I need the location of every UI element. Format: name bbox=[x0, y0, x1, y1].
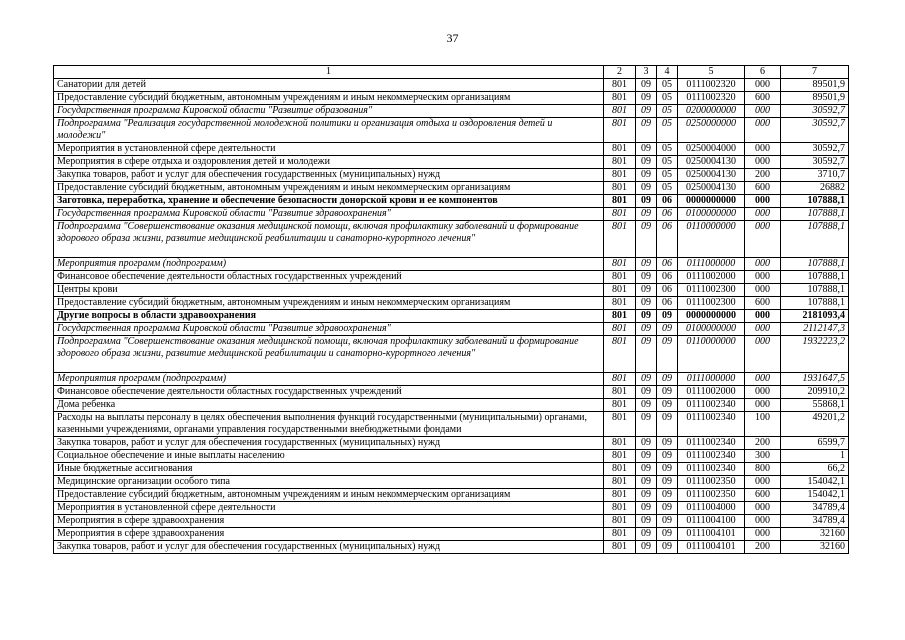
row-code-5-cell: 0111004101 bbox=[678, 528, 745, 541]
row-amount-cell: 2181093,4 bbox=[781, 310, 849, 323]
row-code-4-cell: 06 bbox=[657, 258, 678, 271]
row-code-5-cell: 0000000000 bbox=[678, 310, 745, 323]
row-amount-cell: 34789,4 bbox=[781, 515, 849, 528]
row-amount-cell: 107888,1 bbox=[781, 297, 849, 310]
row-code-2-cell: 801 bbox=[604, 195, 636, 208]
row-code-6-cell: 000 bbox=[745, 476, 781, 489]
row-code-5-cell: 0111002340 bbox=[678, 450, 745, 463]
row-code-4-cell: 06 bbox=[657, 271, 678, 284]
row-amount-cell: 154042,1 bbox=[781, 476, 849, 489]
table-row bbox=[54, 323, 849, 336]
row-name-cell: Иные бюджетные ассигнования bbox=[54, 463, 604, 476]
table-row bbox=[54, 156, 849, 169]
table-row bbox=[54, 221, 849, 258]
row-code-4-cell: 05 bbox=[657, 143, 678, 156]
row-code-2-cell: 801 bbox=[604, 399, 636, 412]
row-code-6-cell: 000 bbox=[745, 515, 781, 528]
row-amount-cell: 209910,2 bbox=[781, 386, 849, 399]
row-name-cell: Предоставление субсидий бюджетным, автономным учреждениям и иным некоммерческим организациям bbox=[54, 182, 604, 195]
row-amount-cell: 66,2 bbox=[781, 463, 849, 476]
table-row bbox=[54, 476, 849, 489]
row-name-cell: Мероприятия в сфере здравоохранения bbox=[54, 528, 604, 541]
row-name-cell: Закупка товаров, работ и услуг для обеспечения государственных (муниципальных) нужд bbox=[54, 437, 604, 450]
row-code-5-cell: 0250004130 bbox=[678, 169, 745, 182]
row-code-5-cell: 0000000000 bbox=[678, 195, 745, 208]
table-row bbox=[54, 208, 849, 221]
row-name-cell: Заготовка, переработка, хранение и обеспечение безопасности донорской крови и ее компонентов bbox=[54, 195, 604, 208]
header-cell-6: 6 bbox=[745, 66, 781, 79]
row-code-2-cell: 801 bbox=[604, 156, 636, 169]
table-row bbox=[54, 437, 849, 450]
row-code-5-cell: 0111004101 bbox=[678, 541, 745, 554]
row-code-3-cell: 09 bbox=[636, 284, 657, 297]
row-code-6-cell: 000 bbox=[745, 156, 781, 169]
row-amount-cell: 107888,1 bbox=[781, 271, 849, 284]
row-amount-cell: 55868,1 bbox=[781, 399, 849, 412]
row-code-4-cell: 09 bbox=[657, 412, 678, 437]
row-code-6-cell: 100 bbox=[745, 412, 781, 437]
row-code-5-cell: 0111002000 bbox=[678, 271, 745, 284]
row-code-4-cell: 09 bbox=[657, 528, 678, 541]
row-code-3-cell: 09 bbox=[636, 528, 657, 541]
row-code-3-cell: 09 bbox=[636, 271, 657, 284]
row-code-3-cell: 09 bbox=[636, 143, 657, 156]
header-cell-2: 2 bbox=[604, 66, 636, 79]
row-code-4-cell: 06 bbox=[657, 195, 678, 208]
row-code-5-cell: 0111002340 bbox=[678, 399, 745, 412]
row-code-3-cell: 09 bbox=[636, 412, 657, 437]
row-code-4-cell: 09 bbox=[657, 463, 678, 476]
row-code-2-cell: 801 bbox=[604, 515, 636, 528]
table-row bbox=[54, 412, 849, 437]
row-code-4-cell: 09 bbox=[657, 336, 678, 373]
row-name-cell: Мероприятия в установленной сфере деятельности bbox=[54, 502, 604, 515]
row-name-cell: Другие вопросы в области здравоохранения bbox=[54, 310, 604, 323]
table-body bbox=[54, 66, 849, 554]
row-amount-cell: 107888,1 bbox=[781, 208, 849, 221]
row-amount-cell: 49201,2 bbox=[781, 412, 849, 437]
row-code-2-cell: 801 bbox=[604, 310, 636, 323]
row-code-4-cell: 09 bbox=[657, 476, 678, 489]
row-code-6-cell: 600 bbox=[745, 92, 781, 105]
row-code-6-cell: 300 bbox=[745, 450, 781, 463]
row-code-6-cell: 800 bbox=[745, 463, 781, 476]
row-code-5-cell: 0111004100 bbox=[678, 515, 745, 528]
row-code-5-cell: 0110000000 bbox=[678, 336, 745, 373]
row-code-5-cell: 0111002300 bbox=[678, 284, 745, 297]
row-code-4-cell: 06 bbox=[657, 208, 678, 221]
row-code-5-cell: 0111002000 bbox=[678, 386, 745, 399]
row-amount-cell: 1932223,2 bbox=[781, 336, 849, 373]
row-amount-cell: 32160 bbox=[781, 528, 849, 541]
row-code-2-cell: 801 bbox=[604, 502, 636, 515]
row-code-5-cell: 0200000000 bbox=[678, 105, 745, 118]
row-code-4-cell: 09 bbox=[657, 310, 678, 323]
row-code-3-cell: 09 bbox=[636, 258, 657, 271]
table-row bbox=[54, 297, 849, 310]
row-name-cell: Расходы на выплаты персоналу в целях обеспечения выполнения функций государственными (муниципальными) органами, казенными учреждениями, органами управления государственными внебюджетными фондами bbox=[54, 412, 604, 437]
row-code-4-cell: 09 bbox=[657, 399, 678, 412]
row-name-cell: Предоставление субсидий бюджетным, автономным учреждениям и иным некоммерческим организациям bbox=[54, 489, 604, 502]
row-name-cell: Предоставление субсидий бюджетным, автономным учреждениям и иным некоммерческим организациям bbox=[54, 92, 604, 105]
row-amount-cell: 154042,1 bbox=[781, 489, 849, 502]
table-row bbox=[54, 79, 849, 92]
row-amount-cell: 30592,7 bbox=[781, 118, 849, 143]
table-row bbox=[54, 528, 849, 541]
table-row bbox=[54, 399, 849, 412]
row-name-cell: Мероприятия программ (подпрограмм) bbox=[54, 373, 604, 386]
row-code-2-cell: 801 bbox=[604, 463, 636, 476]
table-row bbox=[54, 450, 849, 463]
row-code-4-cell: 09 bbox=[657, 489, 678, 502]
row-code-6-cell: 000 bbox=[745, 502, 781, 515]
row-code-4-cell: 05 bbox=[657, 105, 678, 118]
table-row bbox=[54, 463, 849, 476]
row-code-2-cell: 801 bbox=[604, 258, 636, 271]
row-amount-cell: 107888,1 bbox=[781, 221, 849, 258]
row-code-6-cell: 000 bbox=[745, 195, 781, 208]
row-code-3-cell: 09 bbox=[636, 323, 657, 336]
row-code-6-cell: 000 bbox=[745, 221, 781, 258]
table-row bbox=[54, 541, 849, 554]
row-code-6-cell: 600 bbox=[745, 297, 781, 310]
row-name-cell: Финансовое обеспечение деятельности областных государственных учреждений bbox=[54, 271, 604, 284]
row-code-2-cell: 801 bbox=[604, 143, 636, 156]
row-code-6-cell: 000 bbox=[745, 208, 781, 221]
row-code-4-cell: 09 bbox=[657, 323, 678, 336]
row-amount-cell: 6599,7 bbox=[781, 437, 849, 450]
row-code-5-cell: 0250004000 bbox=[678, 143, 745, 156]
row-code-2-cell: 801 bbox=[604, 284, 636, 297]
row-code-6-cell: 000 bbox=[745, 118, 781, 143]
table-row bbox=[54, 515, 849, 528]
row-name-cell: Дома ребенка bbox=[54, 399, 604, 412]
row-code-6-cell: 000 bbox=[745, 528, 781, 541]
row-code-2-cell: 801 bbox=[604, 271, 636, 284]
row-code-5-cell: 0111002340 bbox=[678, 437, 745, 450]
row-code-6-cell: 000 bbox=[745, 271, 781, 284]
row-name-cell: Мероприятия в установленной сфере деятельности bbox=[54, 143, 604, 156]
row-code-5-cell: 0250004130 bbox=[678, 156, 745, 169]
row-name-cell: Закупка товаров, работ и услуг для обеспечения государственных (муниципальных) нужд bbox=[54, 541, 604, 554]
row-code-2-cell: 801 bbox=[604, 169, 636, 182]
row-code-3-cell: 09 bbox=[636, 489, 657, 502]
row-code-6-cell: 000 bbox=[745, 143, 781, 156]
row-amount-cell: 26882 bbox=[781, 182, 849, 195]
row-code-2-cell: 801 bbox=[604, 208, 636, 221]
row-code-6-cell: 200 bbox=[745, 169, 781, 182]
row-code-3-cell: 09 bbox=[636, 105, 657, 118]
row-code-2-cell: 801 bbox=[604, 297, 636, 310]
row-code-6-cell: 000 bbox=[745, 399, 781, 412]
row-code-6-cell: 000 bbox=[745, 373, 781, 386]
row-code-5-cell: 0100000000 bbox=[678, 323, 745, 336]
header-cell-4: 4 bbox=[657, 66, 678, 79]
table-row bbox=[54, 310, 849, 323]
row-name-cell: Государственная программа Кировской области "Развитие здравоохранения" bbox=[54, 323, 604, 336]
row-amount-cell: 107888,1 bbox=[781, 284, 849, 297]
row-code-3-cell: 09 bbox=[636, 221, 657, 258]
row-name-cell: Государственная программа Кировской области "Развитие здравоохранения" bbox=[54, 208, 604, 221]
row-amount-cell: 107888,1 bbox=[781, 195, 849, 208]
row-code-3-cell: 09 bbox=[636, 156, 657, 169]
row-code-2-cell: 801 bbox=[604, 412, 636, 437]
table-row bbox=[54, 105, 849, 118]
row-code-3-cell: 09 bbox=[636, 297, 657, 310]
row-code-4-cell: 05 bbox=[657, 169, 678, 182]
row-code-2-cell: 801 bbox=[604, 373, 636, 386]
table-row bbox=[54, 118, 849, 143]
table-row bbox=[54, 182, 849, 195]
row-code-3-cell: 09 bbox=[636, 310, 657, 323]
table-row bbox=[54, 143, 849, 156]
row-code-5-cell: 0111002340 bbox=[678, 463, 745, 476]
row-code-2-cell: 801 bbox=[604, 92, 636, 105]
row-code-4-cell: 06 bbox=[657, 284, 678, 297]
row-code-3-cell: 09 bbox=[636, 195, 657, 208]
table-row bbox=[54, 489, 849, 502]
row-code-4-cell: 09 bbox=[657, 515, 678, 528]
row-amount-cell: 32160 bbox=[781, 541, 849, 554]
row-code-2-cell: 801 bbox=[604, 182, 636, 195]
row-code-6-cell: 600 bbox=[745, 182, 781, 195]
row-name-cell: Предоставление субсидий бюджетным, автономным учреждениям и иным некоммерческим организациям bbox=[54, 297, 604, 310]
row-code-3-cell: 09 bbox=[636, 476, 657, 489]
table-row bbox=[54, 386, 849, 399]
row-name-cell: Подпрограмма "Совершенствование оказания медицинской помощи, включая профилактику заболеваний и формирование здорового образа жизни, развитие медицинской реабилитации и санаторно-курортного лечения" bbox=[54, 221, 604, 258]
header-cell-5: 5 bbox=[678, 66, 745, 79]
row-code-5-cell: 0250004130 bbox=[678, 182, 745, 195]
row-amount-cell: 3710,7 bbox=[781, 169, 849, 182]
row-code-3-cell: 09 bbox=[636, 92, 657, 105]
row-code-2-cell: 801 bbox=[604, 79, 636, 92]
row-amount-cell: 30592,7 bbox=[781, 156, 849, 169]
row-code-2-cell: 801 bbox=[604, 476, 636, 489]
row-code-5-cell: 0111002340 bbox=[678, 412, 745, 437]
row-code-4-cell: 05 bbox=[657, 92, 678, 105]
header-cell-3: 3 bbox=[636, 66, 657, 79]
row-name-cell: Центры крови bbox=[54, 284, 604, 297]
row-name-cell: Санатории для детей bbox=[54, 79, 604, 92]
row-amount-cell: 107888,1 bbox=[781, 258, 849, 271]
row-name-cell: Медицинские организации особого типа bbox=[54, 476, 604, 489]
table-row bbox=[54, 195, 849, 208]
row-code-6-cell: 200 bbox=[745, 541, 781, 554]
row-amount-cell: 30592,7 bbox=[781, 105, 849, 118]
row-code-5-cell: 0111002320 bbox=[678, 79, 745, 92]
table-header-row bbox=[54, 66, 849, 79]
row-code-5-cell: 0250000000 bbox=[678, 118, 745, 143]
row-code-6-cell: 000 bbox=[745, 79, 781, 92]
row-amount-cell: 89501,9 bbox=[781, 79, 849, 92]
row-name-cell: Подпрограмма "Совершенствование оказания медицинской помощи, включая профилактику заболеваний и формирование здорового образа жизни, развитие медицинской реабилитации и санаторно-курортного лечения" bbox=[54, 336, 604, 373]
table-row bbox=[54, 373, 849, 386]
row-code-5-cell: 0111002320 bbox=[678, 92, 745, 105]
row-code-2-cell: 801 bbox=[604, 450, 636, 463]
row-code-3-cell: 09 bbox=[636, 463, 657, 476]
row-code-4-cell: 05 bbox=[657, 118, 678, 143]
row-name-cell: Социальное обеспечение и иные выплаты населению bbox=[54, 450, 604, 463]
header-cell-7: 7 bbox=[781, 66, 849, 79]
row-code-6-cell: 000 bbox=[745, 323, 781, 336]
table-row bbox=[54, 92, 849, 105]
row-code-6-cell: 000 bbox=[745, 258, 781, 271]
row-code-6-cell: 000 bbox=[745, 284, 781, 297]
row-code-4-cell: 05 bbox=[657, 79, 678, 92]
row-code-3-cell: 09 bbox=[636, 373, 657, 386]
row-name-cell: Подпрограмма "Реализация государственной молодежной политики и организация отдыха и оздоровления детей и молодежи" bbox=[54, 118, 604, 143]
row-code-4-cell: 09 bbox=[657, 450, 678, 463]
row-code-4-cell: 09 bbox=[657, 437, 678, 450]
row-code-5-cell: 0111002350 bbox=[678, 489, 745, 502]
table-row bbox=[54, 271, 849, 284]
row-code-3-cell: 09 bbox=[636, 118, 657, 143]
row-code-5-cell: 0111002350 bbox=[678, 476, 745, 489]
table-row bbox=[54, 258, 849, 271]
row-code-2-cell: 801 bbox=[604, 221, 636, 258]
row-code-4-cell: 09 bbox=[657, 502, 678, 515]
row-code-3-cell: 09 bbox=[636, 399, 657, 412]
row-code-6-cell: 200 bbox=[745, 437, 781, 450]
table-row bbox=[54, 284, 849, 297]
row-code-6-cell: 000 bbox=[745, 386, 781, 399]
row-code-3-cell: 09 bbox=[636, 336, 657, 373]
row-code-2-cell: 801 bbox=[604, 528, 636, 541]
table-row bbox=[54, 502, 849, 515]
page-number: 37 bbox=[446, 31, 459, 45]
row-code-3-cell: 09 bbox=[636, 169, 657, 182]
row-code-6-cell: 000 bbox=[745, 336, 781, 373]
row-code-5-cell: 0111000000 bbox=[678, 373, 745, 386]
row-code-6-cell: 000 bbox=[745, 310, 781, 323]
row-code-5-cell: 0110000000 bbox=[678, 221, 745, 258]
row-code-4-cell: 09 bbox=[657, 386, 678, 399]
row-amount-cell: 1931647,5 bbox=[781, 373, 849, 386]
row-amount-cell: 89501,9 bbox=[781, 92, 849, 105]
row-code-2-cell: 801 bbox=[604, 489, 636, 502]
row-code-4-cell: 06 bbox=[657, 297, 678, 310]
row-name-cell: Мероприятия в сфере здравоохранения bbox=[54, 515, 604, 528]
row-code-3-cell: 09 bbox=[636, 386, 657, 399]
row-code-4-cell: 05 bbox=[657, 182, 678, 195]
row-code-4-cell: 06 bbox=[657, 221, 678, 258]
row-code-2-cell: 801 bbox=[604, 386, 636, 399]
row-code-5-cell: 0111002300 bbox=[678, 297, 745, 310]
row-code-2-cell: 801 bbox=[604, 336, 636, 373]
row-code-3-cell: 09 bbox=[636, 502, 657, 515]
row-code-3-cell: 09 bbox=[636, 515, 657, 528]
table-row bbox=[54, 169, 849, 182]
row-code-2-cell: 801 bbox=[604, 541, 636, 554]
row-code-2-cell: 801 bbox=[604, 118, 636, 143]
row-code-4-cell: 09 bbox=[657, 373, 678, 386]
header-cell-1: 1 bbox=[54, 66, 604, 79]
row-name-cell: Закупка товаров, работ и услуг для обеспечения государственных (муниципальных) нужд bbox=[54, 169, 604, 182]
row-name-cell: Государственная программа Кировской области "Развитие образования" bbox=[54, 105, 604, 118]
row-amount-cell: 2112147,3 bbox=[781, 323, 849, 336]
row-code-3-cell: 09 bbox=[636, 541, 657, 554]
row-code-5-cell: 0100000000 bbox=[678, 208, 745, 221]
row-code-4-cell: 09 bbox=[657, 541, 678, 554]
row-code-3-cell: 09 bbox=[636, 437, 657, 450]
row-code-2-cell: 801 bbox=[604, 105, 636, 118]
row-code-3-cell: 09 bbox=[636, 208, 657, 221]
row-name-cell: Финансовое обеспечение деятельности областных государственных учреждений bbox=[54, 386, 604, 399]
row-code-2-cell: 801 bbox=[604, 323, 636, 336]
row-code-6-cell: 000 bbox=[745, 105, 781, 118]
row-name-cell: Мероприятия в сфере отдыха и оздоровления детей и молодежи bbox=[54, 156, 604, 169]
row-code-3-cell: 09 bbox=[636, 79, 657, 92]
row-amount-cell: 30592,7 bbox=[781, 143, 849, 156]
row-amount-cell: 1 bbox=[781, 450, 849, 463]
row-code-6-cell: 600 bbox=[745, 489, 781, 502]
budget-table bbox=[53, 65, 849, 554]
row-code-4-cell: 05 bbox=[657, 156, 678, 169]
row-code-5-cell: 0111004000 bbox=[678, 502, 745, 515]
row-name-cell: Мероприятия программ (подпрограмм) bbox=[54, 258, 604, 271]
row-amount-cell: 34789,4 bbox=[781, 502, 849, 515]
row-code-3-cell: 09 bbox=[636, 182, 657, 195]
row-code-5-cell: 0111000000 bbox=[678, 258, 745, 271]
table-row bbox=[54, 336, 849, 373]
row-code-2-cell: 801 bbox=[604, 437, 636, 450]
row-code-3-cell: 09 bbox=[636, 450, 657, 463]
